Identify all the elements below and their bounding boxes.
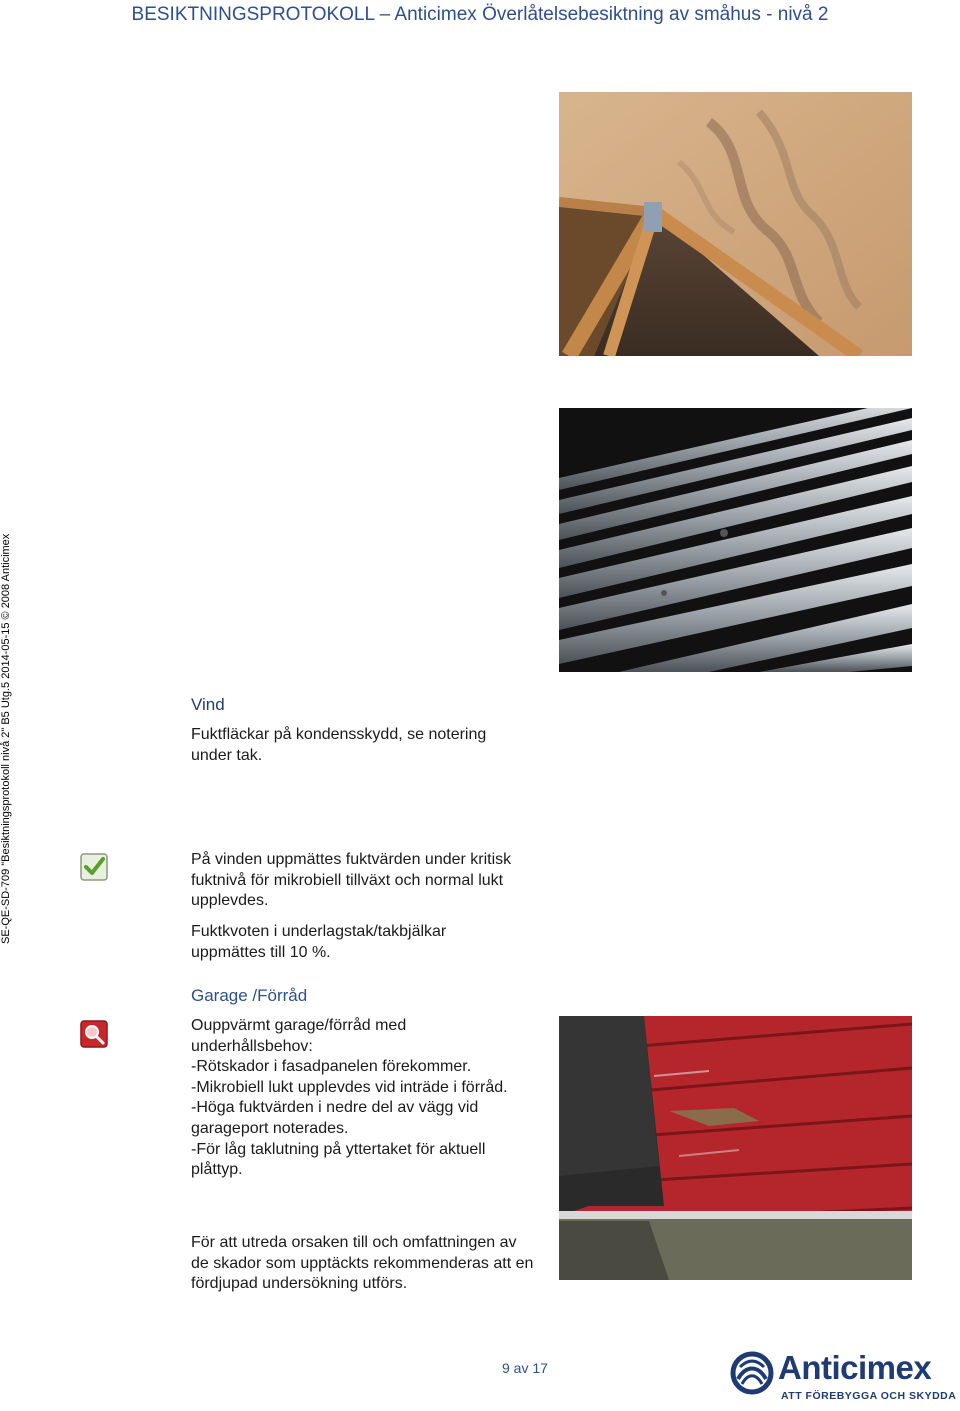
logo-wordmark: Anticimex bbox=[778, 1349, 932, 1386]
document-reference-text: SE-QE-SD-709 "Besiktningsprotokoll nivå 2" B5 Utg.5 2014-05-15 © 2008 Anticimex bbox=[0, 533, 12, 944]
anticimex-logo bbox=[728, 1349, 957, 1406]
page-number: 9 av 17 bbox=[502, 1360, 548, 1376]
vind-moisture-ratio: Fuktkvoten i underlagstak/takbjälkar uppmättes till 10 %. bbox=[191, 923, 447, 961]
magnifier-icon bbox=[80, 1020, 108, 1048]
vind-note: Fuktfläckar på kondensskydd, se notering under tak. bbox=[191, 726, 487, 764]
document-reference bbox=[0, 12, 12, 952]
attic-photo bbox=[559, 92, 912, 356]
garage-wall-photo bbox=[559, 1016, 912, 1280]
garage-finding-0: Ouppvärmt garage/förråd med underhållsbehov: bbox=[191, 1017, 407, 1055]
garage-finding-1: -Rötskador i fasadpanelen förekommer. bbox=[191, 1058, 472, 1076]
checkmark-icon bbox=[80, 853, 108, 881]
logo-tagline: ATT FÖREBYGGA OCH SKYDDA bbox=[781, 1390, 957, 1402]
garage-finding-3: -Höga fuktvärden i nedre del av vägg vid garageport noterades. bbox=[191, 1099, 479, 1137]
section-heading-vind: Vind bbox=[191, 695, 225, 714]
garage-findings bbox=[191, 1016, 531, 1181]
garage-finding-4: -För låg taklutning på yttertaket för aktuell plåttyp. bbox=[191, 1140, 486, 1179]
page-header: BESIKTNINGSPROTOKOLL – Anticimex Överlåtelsebesiktning av småhus - nivå 2 bbox=[131, 4, 829, 25]
vind-moisture-result: På vinden uppmättes fuktvärden under kritisk fuktnivå för mikrobiell tillväxt och normal lukt upplevdes. bbox=[191, 851, 512, 910]
garage-finding-2: -Mikrobiell lukt upplevdes vid inträde i förråd. bbox=[191, 1078, 508, 1096]
section-heading-garage: Garage /Förråd bbox=[191, 986, 308, 1005]
garage-recommendation: För att utreda orsaken till och omfattningen av de skador som upptäckts rekommenderas att en fördjupad undersökning utförs. bbox=[191, 1234, 534, 1293]
anticimex-emblem-icon bbox=[730, 1351, 774, 1395]
metal-roof-photo bbox=[559, 408, 912, 672]
